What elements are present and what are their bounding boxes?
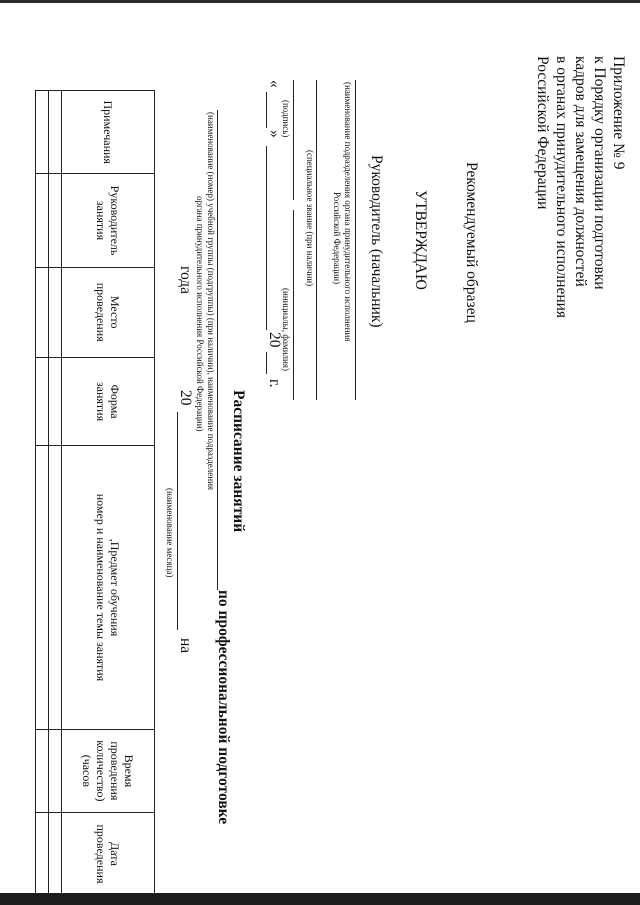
appendix-line-1: Приложение № 9 — [610, 56, 627, 170]
schedule-title: Расписание занятий — [230, 390, 247, 533]
header-form-line-2: занятия — [94, 381, 109, 422]
date-year-suffix: г. — [266, 379, 283, 388]
table-cell — [36, 446, 49, 730]
header-form-line-1: Форма — [108, 384, 123, 419]
scan-edge-bottom — [0, 893, 640, 905]
date-month-line — [266, 146, 267, 330]
caption-org-2: Российской Федерации) — [332, 192, 342, 285]
header-time-line-4: часов) — [80, 754, 95, 788]
rank-line — [316, 80, 317, 400]
table-cell — [49, 267, 62, 357]
header-notes-line-1: Примечания — [101, 100, 116, 164]
appendix-line-5: Российской Федерации — [534, 56, 551, 210]
table-cell — [36, 729, 49, 812]
table-cell — [49, 446, 62, 730]
recommended-sample-label: Рекомендуемый образец — [463, 162, 480, 323]
date-day-line — [266, 92, 267, 128]
header-form — [62, 357, 155, 445]
table-cell — [36, 91, 49, 174]
table-cell — [36, 812, 49, 895]
header-time — [62, 729, 155, 812]
year-suffix: года — [177, 266, 194, 295]
schedule-subtitle: по профессиональной подготовке — [215, 590, 232, 825]
header-date — [62, 812, 155, 895]
caption-rank: (специальное звание (при наличии) — [305, 150, 315, 287]
header-time-line-1: Время — [122, 754, 137, 788]
table-cell — [49, 812, 62, 895]
table-cell — [36, 174, 49, 267]
year-prefix: 20 — [177, 390, 194, 406]
appendix-line-2: к Порядку организации подготовки — [591, 56, 608, 290]
header-leader-line-1: Руководитель — [108, 185, 123, 256]
header-date-line-2: проведения — [94, 824, 109, 884]
header-leader — [62, 174, 155, 267]
table-header-row — [62, 91, 155, 896]
header-subject-line-2: номер и наименование темы занятия — [94, 493, 109, 682]
table-row — [49, 91, 62, 896]
table-cell — [49, 91, 62, 174]
month-prefix: на — [177, 638, 194, 654]
caption-initials: (инициалы, фамилия) — [281, 288, 291, 371]
header-time-line-2: проведения — [108, 741, 123, 801]
header-leader-line-2: занятия — [94, 200, 109, 241]
header-place-line-2: проведения — [94, 282, 109, 342]
caption-month: (наименование месяца) — [165, 488, 175, 578]
group-name-line — [217, 110, 218, 590]
caption-signature: (подпись) — [281, 100, 291, 138]
header-date-line-1: Дата — [108, 842, 123, 866]
date-year-prefix: 20 — [266, 332, 283, 348]
appendix-line-3: кадров для замещения должностей — [572, 56, 589, 287]
month-line — [177, 440, 178, 630]
signature-line — [293, 80, 294, 200]
year-line — [177, 412, 178, 442]
header-subject-line-1: Предмет обучения, — [108, 538, 123, 637]
table-row — [36, 91, 49, 896]
table-cell — [36, 357, 49, 445]
date-open-quote: « — [266, 80, 283, 88]
caption-org-1: (наименование подразделения органа принудительного исполнения — [343, 82, 353, 342]
date-close-quote: » — [266, 130, 283, 138]
header-place — [62, 267, 155, 357]
table-cell — [36, 267, 49, 357]
header-notes — [62, 91, 155, 174]
appendix-line-4: в органах принудительного исполнения — [553, 56, 570, 319]
table-cell — [49, 174, 62, 267]
org-name-line — [355, 80, 356, 400]
schedule-table — [35, 90, 155, 896]
caption-group-2: органа принудительного исполнения Российской Федерации) — [195, 196, 205, 432]
approve-title: УТВЕРЖДАЮ — [412, 190, 429, 290]
header-time-line-3: (количество — [94, 740, 109, 802]
approve-head-title: Руководитель (начальник) — [368, 155, 385, 328]
appendix-block — [533, 56, 628, 346]
header-place-line-1: Место — [108, 295, 123, 329]
initials-line — [293, 210, 294, 400]
header-subject — [62, 446, 155, 730]
date-year-line — [266, 352, 267, 374]
table-cell — [49, 357, 62, 445]
table-cell — [49, 729, 62, 812]
caption-group-1: (наименование (номер) учебной группы (подгруппы) (при наличии), наименование подразделения — [206, 112, 216, 491]
